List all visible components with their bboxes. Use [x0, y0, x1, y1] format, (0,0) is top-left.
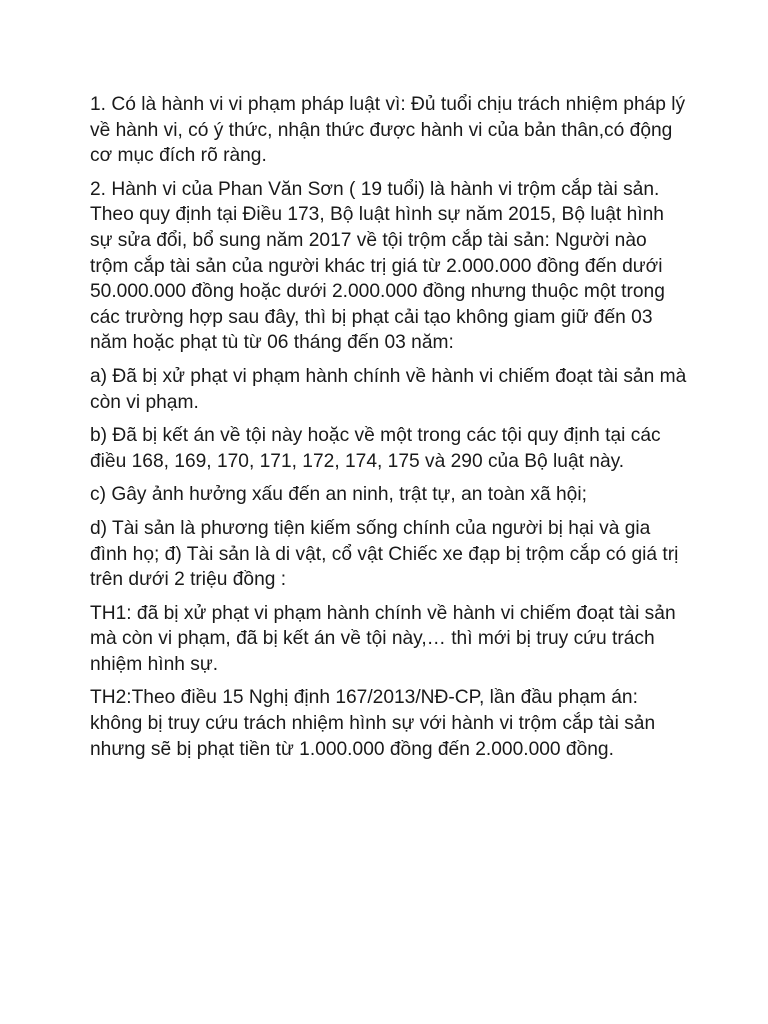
paragraph-th2: TH2:Theo điều 15 Nghị định 167/2013/NĐ-CP, lần đầu phạm án: không bị truy cứu trách nhiệm hình sự với hành vi trộm cắp tài sản nhưng sẽ bị phạt tiền từ 1.000.000 đồng đến 2.000.000 đồng.	[90, 687, 656, 760]
document-body	[90, 92, 690, 770]
paragraph-2: 2. Hành vi của Phan Văn Sơn ( 19 tuổi) là hành vi trộm cắp tài sản. Theo quy định tại Điều 173, Bộ luật hình sự năm 2015, Bộ luật hình sự sửa đổi, bổ sung năm 2017 về tội trộm cắp tài sản: Người nào trộm cắp tài sản của người khác trị giá từ 2.000.000 đồng đến dưới 50.000.000 đồng hoặc dưới 2.000.000 đồng nhưng thuộc một trong các trường hợp sau đây, thì bị phạt cải tạo không giam giữ đến 03 năm hoặc phạt tù từ 06 tháng đến 03 năm:	[90, 178, 665, 354]
paragraph-d: d) Tài sản là phương tiện kiếm sống chính của người bị hại và gia đình họ; đ) Tài sản là di vật, cổ vật Chiếc xe đạp bị trộm cắp có giá trị trên dưới 2 triệu đồng :	[90, 517, 679, 591]
paragraph-th1: TH1: đã bị xử phạt vi phạm hành chính về hành vi chiếm đoạt tài sản mà còn vi phạm, đã bị kết án về tội này,… thì mới bị truy cứu trách nhiệm hình sự.	[90, 602, 676, 675]
paragraph-a: a) Đã bị xử phạt vi phạm hành chính về hành vi chiếm đoạt tài sản mà còn vi phạm.	[90, 365, 687, 413]
paragraph-1: 1. Có là hành vi vi phạm pháp luật vì: Đủ tuổi chịu trách nhiệm pháp lý về hành vi, có ý thức, nhận thức được hành vi của bản thân,có động cơ mục đích rõ ràng.	[90, 94, 686, 167]
paragraph-b: b) Đã bị kết án về tội này hoặc về một trong các tội quy định tại các điều 168, 169, 170, 171, 172, 174, 175 và 290 của Bộ luật này.	[90, 425, 661, 472]
paragraph-c: c) Gây ảnh hưởng xấu đến an ninh, trật tự, an toàn xã hội;	[90, 484, 587, 506]
